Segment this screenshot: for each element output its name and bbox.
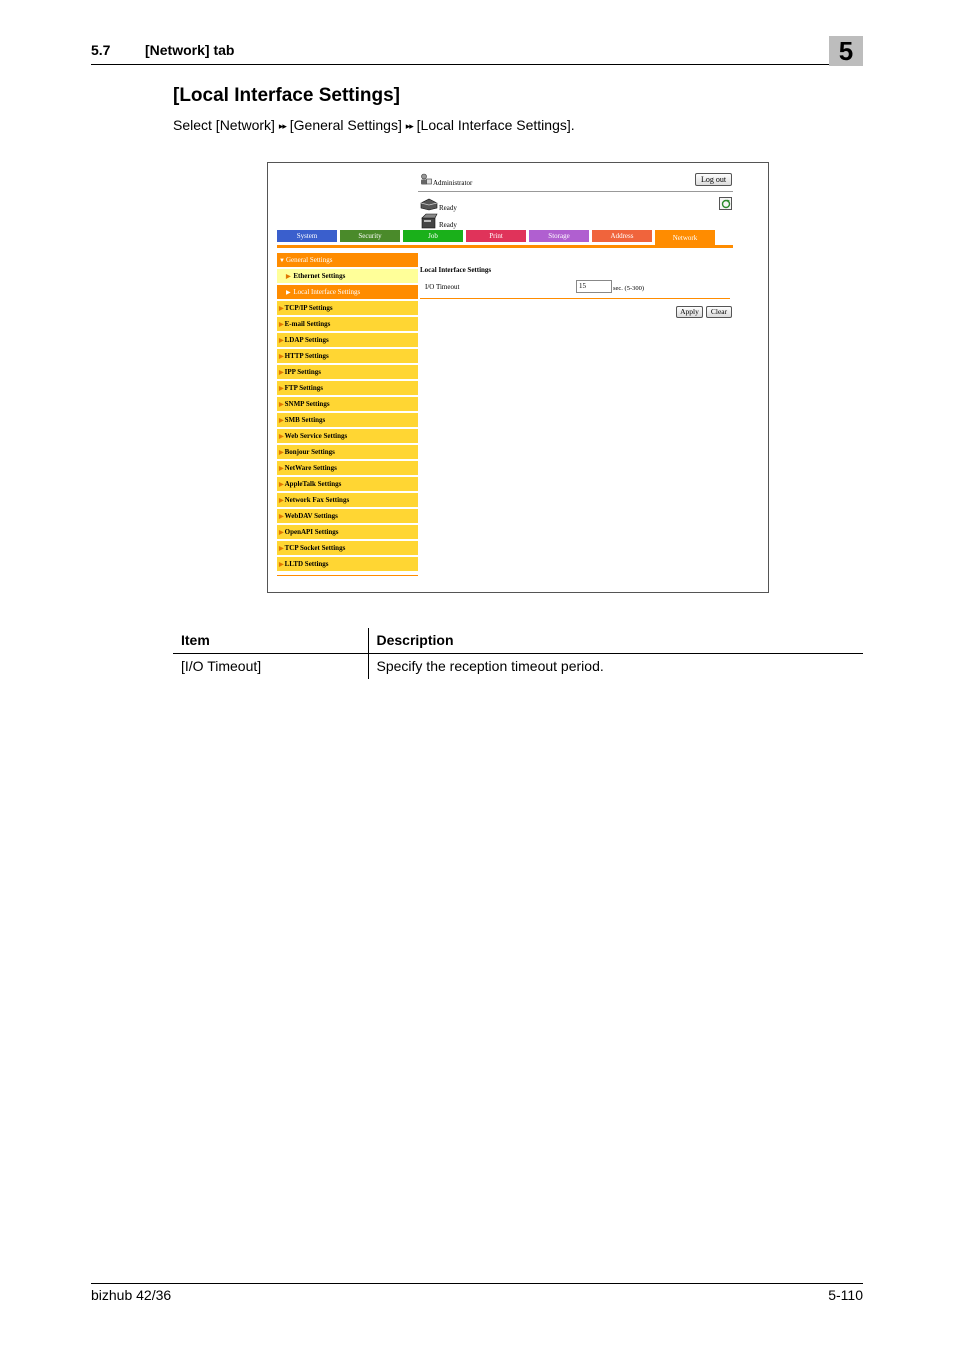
menu-label: E-mail Settings — [284, 320, 331, 328]
menu-label: Ethernet Settings — [293, 272, 346, 280]
triangle-down-icon: ▼ — [279, 258, 285, 264]
instruction-step2: [General Settings] — [289, 117, 402, 133]
menu-label: Bonjour Settings — [284, 448, 335, 456]
menu-label: SNMP Settings — [284, 400, 330, 408]
panel-title: Local Interface Settings — [420, 266, 492, 274]
double-arrow-icon: ▸▸ — [405, 121, 413, 131]
panel-divider — [420, 298, 730, 299]
double-arrow-icon: ▸▸ — [278, 121, 286, 131]
settings-menu — [277, 253, 418, 576]
section-number: 5.7 — [91, 42, 111, 58]
menu-item-bonjour[interactable] — [277, 445, 418, 459]
scanner-icon — [420, 213, 438, 229]
triangle-right-icon: ▶ — [279, 514, 284, 520]
tab-security[interactable]: Security — [340, 230, 400, 242]
triangle-right-icon: ▶ — [286, 274, 291, 280]
menu-label: NetWare Settings — [284, 464, 337, 472]
menu-label: TCP/IP Settings — [284, 304, 333, 312]
menu-item-ipp[interactable] — [277, 365, 418, 379]
menu-label: Local Interface Settings — [293, 288, 361, 296]
tab-underline — [277, 245, 733, 248]
printer-status: Ready — [439, 204, 457, 212]
column-header-item: Item — [173, 628, 368, 653]
menu-label: SMB Settings — [284, 416, 326, 424]
section-title: [Network] tab — [145, 42, 235, 58]
triangle-right-icon: ▶ — [279, 354, 284, 360]
footer-page-number: 5-110 — [828, 1287, 863, 1303]
triangle-right-icon: ▶ — [279, 418, 284, 424]
menu-item-appletalk[interactable] — [277, 477, 418, 491]
triangle-right-icon: ▶ — [279, 306, 284, 312]
triangle-right-icon: ▶ — [279, 434, 284, 440]
menu-item-webdav[interactable] — [277, 509, 418, 523]
footer-rule — [91, 1283, 863, 1284]
io-timeout-input[interactable]: 15 — [576, 280, 612, 293]
menu-ethernet-settings[interactable] — [277, 269, 418, 283]
menu-label: LLTD Settings — [284, 560, 329, 568]
header-rule — [91, 64, 863, 65]
menu-label: TCP Socket Settings — [284, 544, 346, 552]
table-header-row — [173, 628, 863, 653]
navigation-instruction — [173, 117, 575, 133]
logout-button[interactable]: Log out — [695, 173, 732, 186]
triangle-right-icon: ▶ — [279, 530, 284, 536]
instruction-prefix: Select [Network] — [173, 117, 275, 133]
menu-item-http[interactable] — [277, 349, 418, 363]
menu-label: AppleTalk Settings — [284, 480, 342, 488]
refresh-button[interactable] — [719, 197, 732, 210]
triangle-right-icon: ▶ — [286, 290, 291, 296]
chapter-number: 5 — [829, 36, 863, 66]
menu-label: WebDAV Settings — [284, 512, 338, 520]
menu-bottom-divider — [277, 575, 418, 576]
table-cell-item: [I/O Timeout] — [173, 653, 368, 679]
menu-local-interface-settings[interactable] — [277, 285, 418, 299]
apply-button[interactable]: Apply — [676, 306, 703, 318]
menu-item-openapi[interactable] — [277, 525, 418, 539]
menu-label: Web Service Settings — [284, 432, 348, 440]
menu-item-email[interactable] — [277, 317, 418, 331]
menu-item-ftp[interactable] — [277, 381, 418, 395]
tab-print[interactable]: Print — [466, 230, 526, 242]
printer-icon — [420, 197, 438, 211]
triangle-right-icon: ▶ — [279, 546, 284, 552]
admin-label: Administrator — [433, 179, 473, 187]
item-description-table — [173, 628, 863, 679]
tab-bar — [277, 230, 718, 244]
triangle-right-icon: ▶ — [279, 562, 284, 568]
tab-network[interactable]: Network — [655, 230, 715, 246]
scanner-status: Ready — [439, 221, 457, 229]
triangle-right-icon: ▶ — [279, 386, 284, 392]
triangle-right-icon: ▶ — [279, 482, 284, 488]
menu-item-tcp-socket[interactable] — [277, 541, 418, 555]
triangle-right-icon: ▶ — [279, 370, 284, 376]
section-heading — [91, 42, 234, 58]
table-row — [173, 653, 863, 679]
menu-item-network-fax[interactable] — [277, 493, 418, 507]
tab-job[interactable]: Job — [403, 230, 463, 242]
triangle-right-icon: ▶ — [279, 338, 284, 344]
tab-address[interactable]: Address — [592, 230, 652, 242]
menu-label: HTTP Settings — [284, 352, 329, 360]
clear-button[interactable]: Clear — [706, 306, 732, 318]
triangle-right-icon: ▶ — [279, 450, 284, 456]
menu-label: LDAP Settings — [284, 336, 329, 344]
menu-item-netware[interactable] — [277, 461, 418, 475]
refresh-icon — [721, 199, 731, 209]
menu-item-ldap[interactable] — [277, 333, 418, 347]
menu-item-lltd[interactable] — [277, 557, 418, 571]
tab-system[interactable]: System — [277, 230, 337, 242]
triangle-right-icon: ▶ — [279, 466, 284, 472]
administrator-icon — [420, 173, 432, 185]
page-title: [Local Interface Settings] — [173, 85, 400, 106]
triangle-right-icon: ▶ — [279, 498, 284, 504]
io-timeout-label: I/O Timeout — [425, 283, 460, 291]
triangle-right-icon: ▶ — [279, 402, 284, 408]
menu-label: OpenAPI Settings — [284, 528, 339, 536]
menu-item-tcpip[interactable] — [277, 301, 418, 315]
menu-general-settings[interactable] — [277, 253, 418, 267]
triangle-right-icon: ▶ — [279, 322, 284, 328]
instruction-step3: [Local Interface Settings]. — [416, 117, 575, 133]
footer-product: bizhub 42/36 — [91, 1287, 172, 1303]
column-header-description: Description — [368, 628, 863, 653]
table-cell-description: Specify the reception timeout period. — [376, 658, 604, 675]
menu-label: Network Fax Settings — [284, 496, 350, 504]
menu-label: FTP Settings — [284, 384, 323, 392]
menu-item-snmp[interactable] — [277, 397, 418, 411]
menu-item-web-service[interactable] — [277, 429, 418, 443]
web-connection-screenshot — [267, 162, 769, 593]
io-timeout-unit: sec. (5-300) — [613, 285, 645, 292]
top-divider — [418, 191, 733, 192]
tab-storage[interactable]: Storage — [529, 230, 589, 242]
menu-label: General Settings — [285, 256, 333, 264]
menu-item-smb[interactable] — [277, 413, 418, 427]
menu-label: IPP Settings — [284, 368, 321, 376]
